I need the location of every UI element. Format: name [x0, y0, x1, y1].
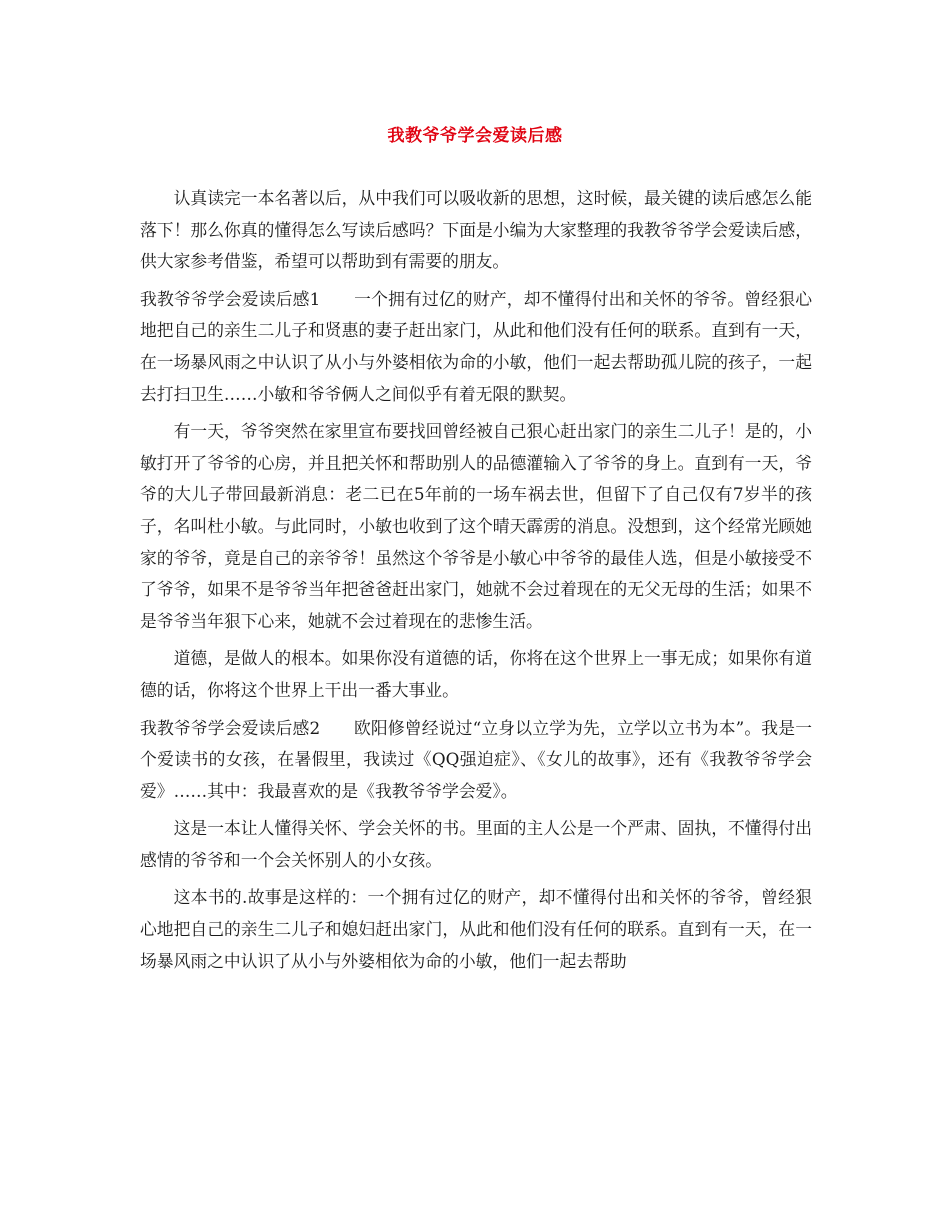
essay1-paragraph-1-text: 一个拥有过亿的财产，却不懂得付出和关怀的爷爷。曾经狠心地把自己的亲生二儿子和贤惠的妻子赶出家门，从此和他们没有任何的联系。直到有一天，在一场暴风雨之中认识了从小与外婆相依为命的小敏，他们一起去帮助孤儿院的孩子，一起去打扫卫生……小敏和爷爷俩人之间似乎有着无限的默契。	[140, 288, 812, 404]
document-body	[140, 183, 812, 983]
intro-paragraph: 认真读完一本名著以后，从中我们可以吸收新的思想，这时候，最关键的读后感怎么能落下！那么你真的懂得怎么写读后感吗？下面是小编为大家整理的我教爷爷学会爱读后感，供大家参考借鉴，希望可以帮助到有需要的朋友。	[140, 188, 812, 272]
essay1-paragraph-1	[140, 284, 812, 410]
essay2-paragraph-2: 这是一本让人懂得关怀、学会关怀的书。里面的主人公是一个严肃、固执，不懂得付出感情的爷爷和一个会关怀别人的小女孩。	[140, 818, 812, 870]
essay1-paragraph-2: 有一天，爷爷突然在家里宣布要找回曾经被自己狠心赶出家门的亲生二儿子！是的，小敏打开了爷爷的心房，并且把关怀和帮助别人的品德灌输入了爷爷的身上。直到有一天，爷爷的大儿子带回最新消息：老二已在5年前的一场车祸去世，但留下了自己仅有7岁半的孩子，名叫杜小敏。与此同时，小敏也收到了这个晴天霹雳的消息。没想到，这个经常光顾她家的爷爷，竟是自己的亲爷爷！虽然这个爷爷是小敏心中爷爷的最佳人选，但是小敏接受不了爷爷，如果不是爷爷当年把爸爸赶出家门，她就不会过着现在的无父无母的生活；如果不是爷爷当年狠下心来，她就不会过着现在的悲惨生活。	[140, 421, 812, 631]
essay1-paragraph-3: 道德，是做人的根本。如果你没有道德的话，你将在这个世界上一事无成；如果你有道德的话，你将这个世界上干出一番大事业。	[140, 648, 812, 700]
essay2-paragraph-1	[140, 713, 812, 808]
essay1-heading: 我教爷爷学会爱读后感1	[140, 288, 321, 309]
essay2-paragraph-1-text: 欧阳修曾经说过“立身以立学为先，立学以立书为本”。我是一个爱读书的女孩，在暑假里，我读过《QQ强迫症》、《女儿的故事》，还有《我教爷爷学会爱》……其中：我最喜欢的是《我教爷爷学会爱》。	[140, 717, 812, 801]
essay2-paragraph-3: 这本书的.故事是这样的：一个拥有过亿的财产，却不懂得付出和关怀的爷爷，曾经狠心地把自己的亲生二儿子和媳妇赶出家门，从此和他们没有任何的联系。直到有一天，在一场暴风雨之中认识了从小与外婆相依为命的小敏，他们一起去帮助	[140, 887, 812, 971]
document-title: 我教爷爷学会爱读后感	[387, 126, 563, 146]
essay2-heading: 我教爷爷学会爱读后感2	[140, 717, 321, 738]
